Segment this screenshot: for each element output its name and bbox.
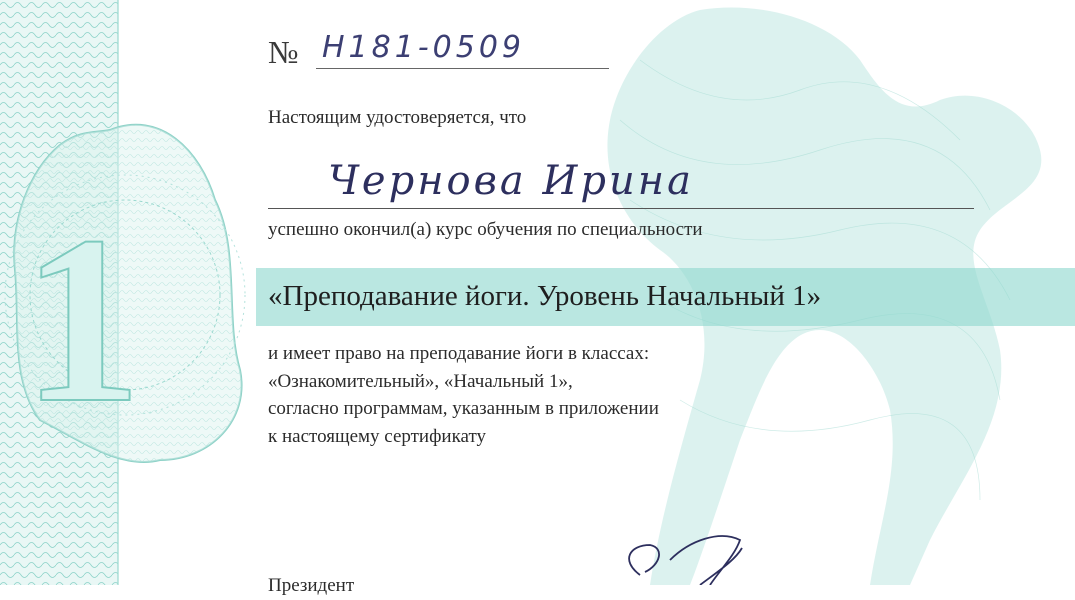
recipient-name-row [268,150,974,212]
certificate-number: Н181-0509 [322,30,525,65]
recipient-name: Чернова Ирина [328,158,694,204]
signatory-title: Президент [268,575,355,596]
intro-text: Настоящим удостоверяется, что [268,107,527,128]
completed-text: успешно окончил(а) курс обучения по специальности [268,219,703,240]
rights-line: «Ознакомительный», «Начальный 1», [268,370,573,392]
rights-line: к настоящему сертификату [268,425,487,447]
course-title: «Преподавание йоги. Уровень Начальный 1» [268,280,822,312]
rights-line: и имеет право на преподавание йоги в классах: [268,343,650,364]
rights-paragraph [268,340,659,450]
certificate-number-row [268,24,613,72]
rights-line: согласно программам, указанным в приложении [268,398,659,419]
number-underline [316,68,609,69]
name-underline [268,208,974,209]
level-digit: 1 [22,186,142,452]
number-sign: № [268,34,299,70]
